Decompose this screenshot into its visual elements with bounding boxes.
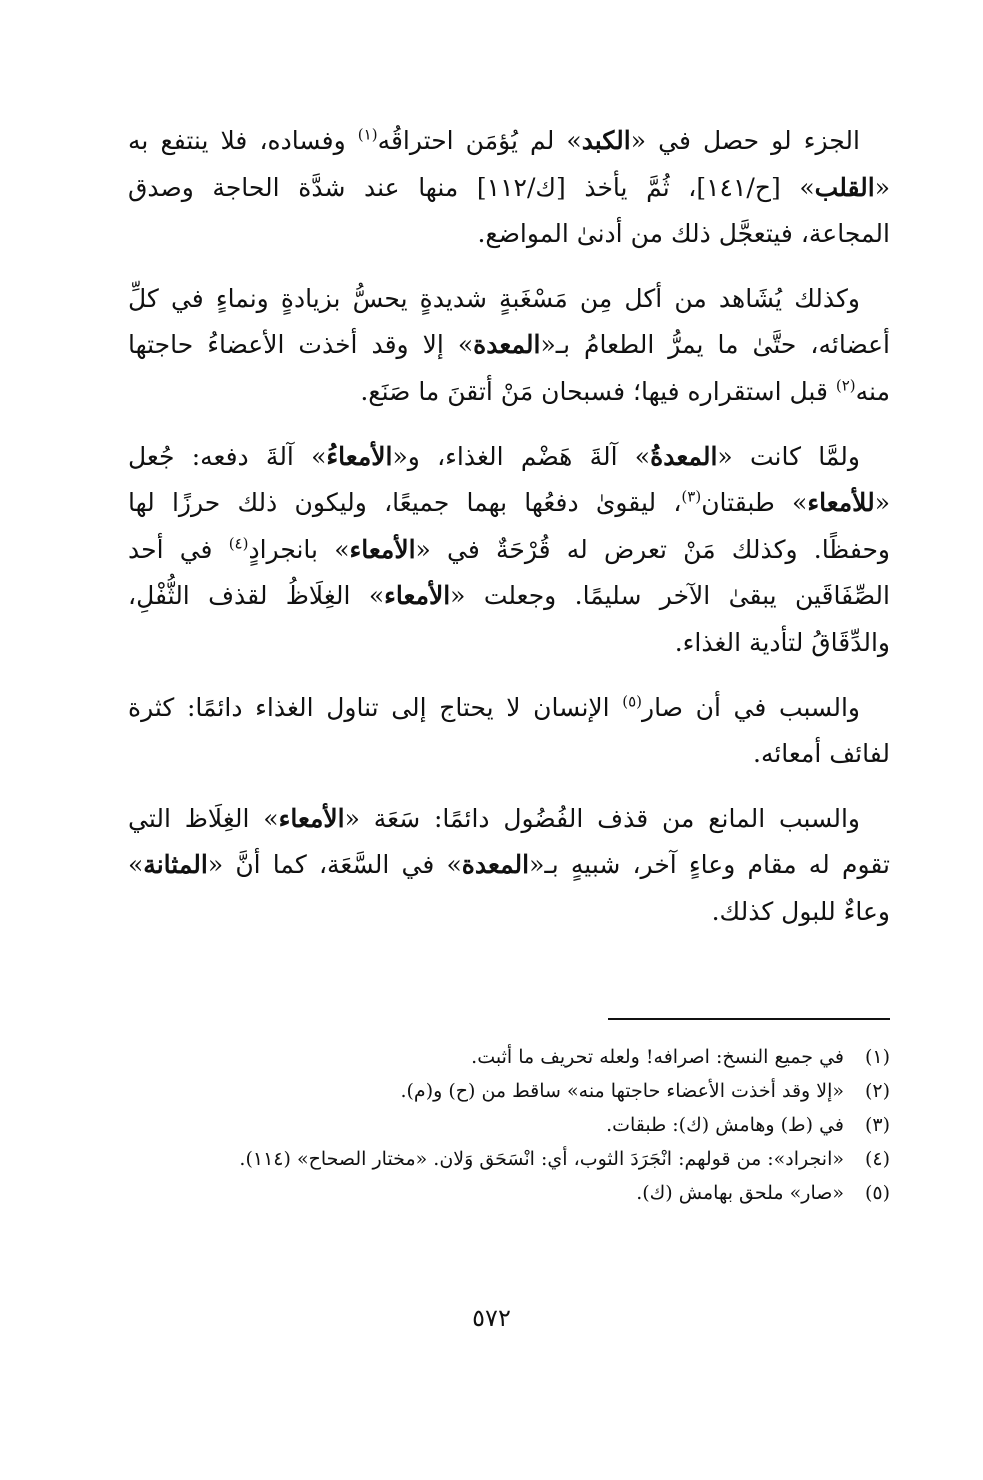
text-run: ولمَّا كانت «	[717, 441, 860, 471]
footnote-number: (٢)	[864, 1080, 890, 1102]
paragraph	[128, 276, 890, 416]
footnote-text: في جميع النسخ: اصرافه! ولعله تحريف ما أثبت.	[471, 1046, 844, 1068]
footnote-number: (١)	[864, 1046, 890, 1068]
paragraph	[128, 118, 890, 258]
text-run: » وعاءٌ للبول كذلك.	[128, 850, 890, 926]
footnote-number: (٥)	[864, 1182, 890, 1204]
text-run: » بانجرادٍ	[248, 534, 350, 564]
text-run: وفساده، فلا ينتفع به «	[128, 126, 890, 202]
footnote-text: «انجراد»: من قولهم: انْجَرَدَ الثوب، أي: انْسَحَق وَلان. «مختار الصحاح» (١١٤).	[239, 1148, 844, 1170]
text-run: » لم يُؤمَن احتراقُه	[377, 126, 582, 155]
footnote-marker: (٤)	[228, 534, 249, 553]
footnote-number: (٤)	[864, 1148, 890, 1170]
page-number: ٥٧٢	[472, 1304, 511, 1332]
text-run: » طبقتان	[701, 488, 808, 518]
bold-term: الأمعاء	[384, 581, 451, 611]
bold-term: القلب	[814, 172, 875, 202]
footnote-text: «إلا وقد أخذت الأعضاء حاجتها منه» ساقط من (ح) و(م).	[400, 1080, 844, 1102]
main-text	[128, 118, 890, 954]
bold-term: الأمعاء	[278, 803, 345, 833]
footnotes	[128, 1040, 890, 1210]
text-run: » في السَّعَة، كما أنَّ «	[207, 850, 462, 880]
bold-term: الأمعاء	[349, 534, 416, 564]
footnote	[128, 1108, 890, 1142]
paragraph	[128, 434, 890, 667]
footnote-separator	[608, 1018, 890, 1020]
text-run: وكذلك يُشَاهد من أكل مِن مَسْغَبةٍ شديدةٍ يحسُّ بزيادةٍ ونماءٍ في كلِّ أعضائه، حتَّىٰ ما يمرُّ الطعامُ بـ«	[128, 283, 890, 360]
bold-term: المعدةُ	[650, 441, 718, 471]
text-run: الإنسان لا يحتاج إلى تناول الغذاء دائمًا: كثرة لفائف أمعائه.	[128, 692, 890, 769]
text-run: الجزء لو حصل في «	[630, 126, 860, 155]
footnote-marker: (٥)	[622, 692, 643, 711]
footnote	[128, 1142, 890, 1176]
bold-term: للأمعاء	[807, 488, 875, 518]
bold-term: المثانة	[143, 850, 208, 880]
text-run: » آلةَ هَضْم الغذاء، و«	[392, 441, 651, 471]
paragraph	[128, 796, 890, 936]
text-run: في أحد الصِّفَاقَين يبقىٰ الآخر سليمًا. وجعلت «	[128, 534, 890, 611]
text-run: » [ح/١٤١]، ثُمَّ يأخذ [ك/١١٢] منها عند شدَّة الحاجة وصدق المجاعة، فيتعجَّل ذلك من أدنىٰ المواضع.	[128, 172, 890, 249]
text-run: » آلةَ دفعه: جُعل «	[128, 441, 890, 518]
text-run: والسبب في أن صار	[642, 692, 860, 722]
text-run: » الغِلَاظُ لقذف الثُّفْلِ، والدِّقَاقُ لتأدية الغذاء.	[128, 581, 890, 657]
footnote-text: في (ط) وهامش (ك): طبقات.	[606, 1114, 844, 1136]
footnote-marker: (٢)	[835, 376, 856, 395]
text-run: » إلا وقد أخذت الأعضاءُ حاجتها منه	[128, 330, 890, 406]
footnote-text: «صار» ملحق بهامش (ك).	[636, 1182, 844, 1204]
footnote-marker: (١)	[357, 125, 378, 144]
footnote	[128, 1176, 890, 1210]
footnote-number: (٣)	[864, 1114, 890, 1136]
footnote-marker: (٣)	[681, 487, 702, 506]
bold-term: المعدة	[473, 330, 541, 360]
footnote	[128, 1040, 890, 1074]
bold-term: الكبد	[581, 126, 631, 155]
text-run: ، ليقوىٰ دفعُها بهما جميعًا، وليكون ذلك حرزًا لها وحفظًا. وكذلك مَنْ تعرض له قُرْحَةٌ في «	[128, 488, 890, 564]
footnote	[128, 1074, 890, 1108]
bold-term: المعدة	[461, 850, 530, 880]
text-run: » الغِلَاظ التي تقوم له مقام وعاءٍ آخر، شبيهٍ بـ«	[128, 803, 890, 880]
text-run: والسبب المانع من قذف الفُضُول دائمًا: سَعَة «	[344, 803, 861, 833]
paragraph	[128, 685, 890, 778]
text-run: قبل استقراره فيها؛ فسبحان مَنْ أتقنَ ما صَنَع.	[360, 376, 836, 406]
bold-term: الأمعاءُ	[326, 441, 393, 471]
